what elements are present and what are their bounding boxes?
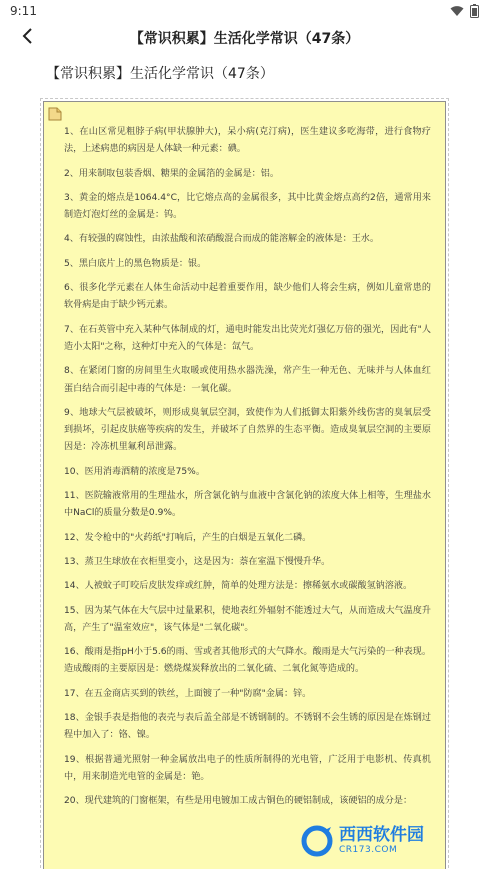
article-item: 5、黑白底片上的黑色物质是：银。: [64, 258, 207, 269]
article-item: 20、现代建筑的门窗框架，有些是用电镀加工成古铜色的硬铝制成，该硬铝的成分是：: [64, 796, 413, 807]
article-item: 9、地球大气层被破坏，则形成臭氧层空洞，致使作为人们抵御太阳紫外线伤害的臭氧层受到损坏，引起皮肤癌等疾病的发生，并破坏了自然界的生态平衡。造成臭氧层空洞的主要原因是：冷冻机里氟利昂泄露。: [64, 407, 431, 453]
article-content-frame: [40, 98, 449, 869]
watermark: [301, 824, 471, 858]
wifi-icon: [450, 5, 464, 17]
status-bar: [0, 0, 489, 22]
article-item: 3、黄金的熔点是1064.4°C，比它熔点高的金属很多，其中比黄金熔点高约2倍，通常用来制造灯泡灯丝的金属是：钨。: [64, 192, 431, 221]
article-item: 18、金银手表是指他的表壳与表后盖全部是不锈钢制的。不锈钢不会生锈的原因是在炼钢过程中加入了：铬、镍。: [64, 713, 431, 741]
article-item: 17、在五金商店买到的铁丝，上面镀了一种"防腐"金属：锌。: [64, 688, 312, 699]
article-items: [64, 124, 431, 811]
watermark-brand: 西西软件园: [339, 825, 424, 845]
status-time: 9:11: [10, 4, 37, 18]
back-button[interactable]: [16, 26, 40, 50]
watermark-url: CR173.COM: [339, 845, 398, 855]
battery-icon: [470, 4, 479, 18]
article-item: 13、蒸卫生球放在衣柜里变小，这是因为：萘在室温下慢慢升华。: [64, 556, 331, 567]
app-bar-title: 【常识积累】生活化学常识（47条）: [129, 31, 360, 47]
article-item: 19、根据普通光照射一种金属放出电子的性质所制得的光电管，广泛用于电影机、传真机中，用来制造光电管的金属是：铯。: [64, 754, 431, 782]
note-icon: [48, 106, 62, 125]
article-item: 7、在石英管中充入某种气体制成的灯，通电时能发出比荧光灯强亿万倍的强光，因此有"人造小太阳"之称，这种灯中充入的气体是：氙气。: [64, 324, 431, 352]
article-title: 【常识积累】生活化学常识（47条）: [46, 66, 274, 82]
app-bar: [0, 22, 489, 54]
article-item: 15、因为某气体在大气层中过量累积，使地表红外辐射不能透过大气，从而造成大气温度升高，产生了"温室效应"，该气体是"二氧化碳"。: [64, 605, 431, 633]
article-item: 10、医用消毒酒精的浓度是75%。: [64, 466, 205, 477]
article-item: 4、有较强的腐蚀性，由浓盐酸和浓硝酸混合而成的能溶解金的液体是：王水。: [64, 234, 379, 245]
article-content: [43, 101, 446, 869]
article-item: 8、在紧闭门窗的房间里生火取暖或使用热水器洗澡，常产生一种无色、无味并与人体血红蛋白结合而引起中毒的气体是：一氧化碳。: [64, 366, 431, 394]
article-item: 2、用来制取包装香烟、糖果的金属箔的金属是：铝。: [64, 168, 279, 179]
article-item: 12、发令枪中的"火药纸"打响后，产生的白烟是五氧化二磷。: [64, 532, 312, 543]
site-logo-icon: [301, 825, 333, 857]
status-icons: [450, 4, 479, 18]
article-item: 11、医院输液常用的生理盐水，所含氯化钠与血液中含氯化钠的浓度大体上相等，生理盐水中NaCl的质量分数是0.9%。: [64, 491, 431, 519]
arrow-left-icon: [20, 28, 36, 48]
article-item: 6、很多化学元素在人体生命活动中起着重要作用，缺少他们人将会生病，例如儿童常患的软骨病是由于缺少钙元素。: [64, 283, 431, 311]
article-item: 1、在山区常见粗脖子病(甲状腺肿大)，呆小病(克汀病)，医生建议多吃海带，进行食物疗法，上述病患的病因是人体缺一种元素：碘。: [64, 127, 431, 155]
article-item: 14、人被蚊子叮咬后皮肤发痒或红肿，简单的处理方法是：擦稀氨水或碳酸氢钠溶液。: [64, 581, 413, 592]
article-item: 16、酸雨是指pH小于5.6的雨、雪或者其他形式的大气降水。酸雨是大气污染的一种表现。造成酸雨的主要原因是：燃烧煤炭释放出的二氧化硫、二氧化氮等造成的。: [64, 647, 431, 675]
